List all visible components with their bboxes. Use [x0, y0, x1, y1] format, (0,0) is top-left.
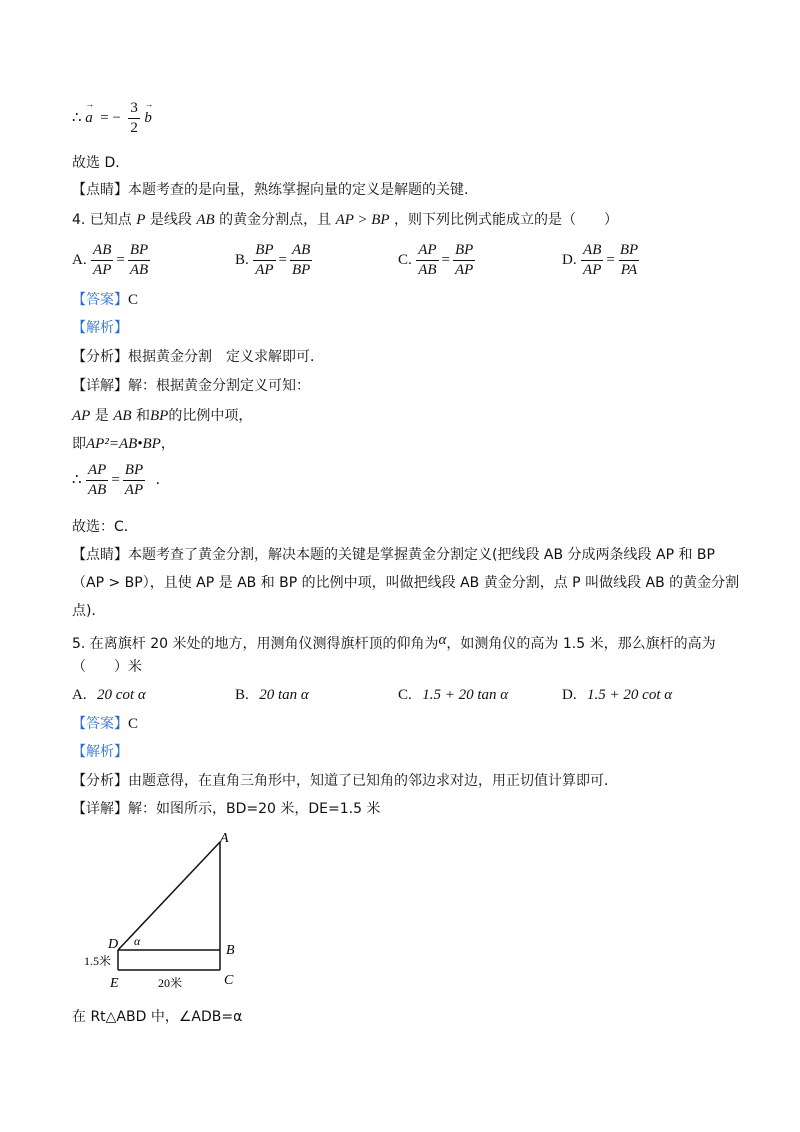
label-A: A: [220, 831, 229, 846]
q4-answer: 【答案】C: [72, 292, 139, 308]
label-D: D: [108, 937, 119, 952]
q4-analysis-tag: 【解析】: [72, 320, 128, 336]
q4-therefore-formula: ∴ $\frac{AP}{AB}$ = $\frac{BP}{AP}$ ．: [72, 462, 170, 498]
label-B: B: [226, 943, 235, 958]
q4-option-d[interactable]: D. $\frac{AB}{AP}$ = $\frac{BP}{PA}$: [562, 242, 639, 278]
q5-option-d[interactable]: D. 1.5 + 20 cot α: [562, 687, 673, 703]
label-E: E: [110, 976, 119, 991]
q5-answer: 【答案】C: [72, 716, 139, 732]
q5-option-c[interactable]: C. 1.5 + 20 tan α: [398, 687, 509, 703]
label-height: 1.5米: [84, 954, 112, 968]
q4-option-b[interactable]: B. $\frac{BP}{AP}$ = $\frac{AB}{BP}$: [235, 242, 311, 278]
vector-b: → b: [144, 110, 152, 126]
q5-stem-line2: （ ）米: [72, 659, 142, 675]
q5-fenxi: 【分析】由题意得，在直角三角形中，知道了已知角的邻边求对边，用正切值计算即可．: [72, 773, 618, 789]
q4-detail: 【详解】解：根据黄金分割定义可知：: [72, 378, 310, 394]
label-C: C: [224, 973, 234, 988]
q5-option-b[interactable]: B. 20 tan α: [235, 687, 309, 703]
fraction-3-2: $\frac{3}{2}$: [130, 100, 138, 136]
q4-line2: 即AP²=AB•BP，: [72, 436, 175, 452]
q4-comment-line3: 点)．: [72, 603, 106, 619]
flagpole-figure: [70, 830, 270, 995]
vector-a: → a: [85, 110, 93, 126]
q5-option-a[interactable]: A. 20 cot α: [72, 687, 146, 703]
q4-stem: 4. 已知点 P 是线段 AB 的黄金分割点，且 AP > BP ，则下列比例式能成立的是（ ）: [72, 212, 619, 228]
prev-choose: 故选 D.: [72, 155, 120, 171]
label-base: 20米: [158, 976, 183, 990]
q4-comment-line2: （AP > BP），且使 AP 是 AB 和 BP 的比例中项，叫做把线段 AB 黄金分割，点 P 叫做线段 AB 的黄金分割: [72, 575, 740, 591]
vector-result-formula: ∴ → a = − $\frac{3}{2}$ → b: [72, 100, 152, 136]
label-alpha: α: [134, 934, 141, 948]
q4-choose: 故选：C．: [72, 519, 138, 535]
q4-comment-line1: 【点睛】本题考查了黄金分割，解决本题的关键是掌握黄金分割定义(把线段 AB 分成两条线段 AP 和 BP: [72, 547, 715, 563]
q5-detail: 【详解】解：如图所示，BD=20 米，DE=1.5 米: [72, 801, 381, 817]
q5-analysis-tag: 【解析】: [72, 744, 128, 760]
q4-option-a[interactable]: A. $\frac{AB}{AP}$ = $\frac{BP}{AB}$: [72, 242, 149, 278]
q4-fenxi: 【分析】根据黄金分割 定义求解即可．: [72, 349, 324, 365]
q4-option-c[interactable]: C. $\frac{AP}{AB}$ = $\frac{BP}{AP}$: [398, 242, 474, 278]
prev-comment: 【点睛】本题考查的是向量，熟练掌握向量的定义是解题的关键.: [72, 182, 469, 198]
q5-stem-line1: 5. 在离旗杆 20 米处的地方，用测角仪测得旗杆顶的仰角为α，如测角仪的高为 1.5 米，那么旗杆的高为: [72, 632, 716, 652]
q5-last-line: 在 Rt△ABD 中，∠ADB=α: [72, 1009, 243, 1025]
q4-line1: AP 是 AB 和BP的比例中项，: [72, 408, 253, 424]
